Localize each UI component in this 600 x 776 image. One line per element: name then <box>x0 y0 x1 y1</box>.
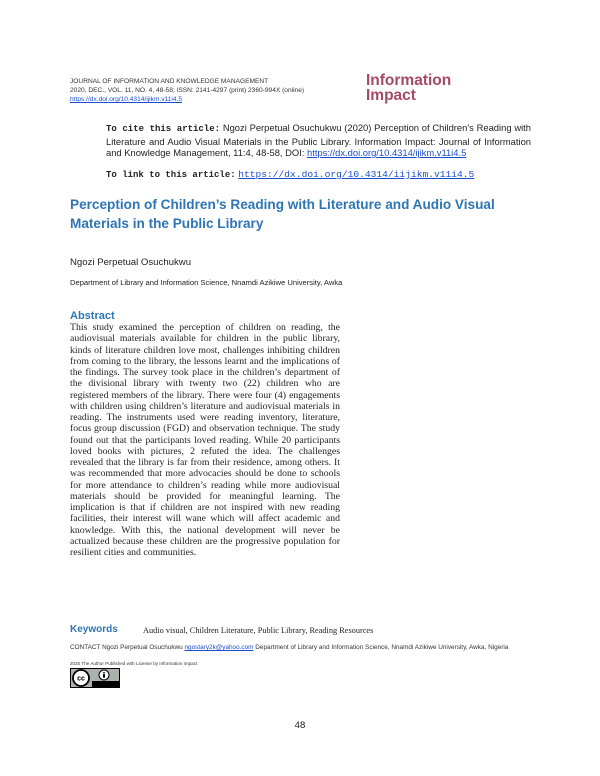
journal-doi-link[interactable]: https://dx.doi.org/10.4314/ijikm.v11i4.5 <box>70 96 183 103</box>
citation-block <box>106 122 531 181</box>
contact-address: Department of Library and Information Science, Nnamdi Azikiwe University, Awka, Nigeria <box>255 644 509 651</box>
license-text: 2020 The Author Published with License by Information Impact <box>70 661 198 666</box>
cite-doi-link[interactable]: https://dx.doi.org/10.4314/ijikm.v11i4.5 <box>307 147 467 159</box>
article-link[interactable]: https://dx.doi.org/10.4314/iijikm.v11i4.5 <box>238 168 475 180</box>
link-label: To link to this article: <box>106 169 236 180</box>
contact-info <box>70 644 530 652</box>
keywords-list: Audio visual, Children Literature, Public Library, Reading Resources <box>143 626 374 635</box>
contact-prefix: CONTACT Ngozi Perpetual Osuchukwu <box>70 644 183 651</box>
cite-body: Ngozi Perpetual Osuchukwu (2020) Perception of Children's Reading with Literature and Audio Visual Materials in the Public Library. Information Impact: Journal of Information and Knowledge Management, 11:4, 48-58, DOI: <box>106 122 531 159</box>
contact-email-link[interactable]: ngostary2k@yahoo.com <box>184 644 254 651</box>
citation-text <box>106 122 531 159</box>
page-number: 48 <box>294 720 306 731</box>
author-name: Ngozi Perpetual Osuchukwu <box>70 257 192 268</box>
logo-line-1: Information <box>366 72 452 89</box>
paper-title: Perception of Children’s Reading with Literature and Audio Visual Materials in the Public Library <box>70 197 495 231</box>
journal-header <box>70 77 370 104</box>
logo-line-2: Impact <box>366 87 416 104</box>
journal-name: JOURNAL OF INFORMATION AND KNOWLEDGE MANAGEMENT <box>70 78 269 85</box>
article-link-line <box>106 168 531 182</box>
abstract-heading: Abstract <box>70 310 115 322</box>
svg-text:cc: cc <box>77 675 85 683</box>
keywords-heading: Keywords <box>70 624 118 635</box>
author-affiliation: Department of Library and Information Science, Nnamdi Azikiwe University, Awka <box>70 278 343 287</box>
cc-by-license-icon[interactable] <box>70 668 120 688</box>
cite-label: To cite this article: <box>106 124 220 134</box>
journal-issue: 2020, DEC., VOL. 11, NO. 4, 48-58; ISSN: 2141-4297 (print) 2360-994X (online) <box>70 87 305 94</box>
abstract-text: This study examined the perception of children on reading, the audiovisual materials available for children in the public library, kinds of literature children love most, challenges inhibiting children from coming to the library, the lessons learnt and the implications of the findings. The survey took place in the children’s department of the divisional library with twenty two (22) children who are registered members of the library. There were four (4) engagements with children using children’s literature and audiovisual materials in reading. The instruments used were reading inventory, literature, focus group discussion (FGD) and observation technique. The study found out that the participants loved reading. While 20 participants loved books with pictures, 2 refuted the idea. The challenges revealed that the library is far from their residence, among others. It was recommended that more advocacies should be done to schools for more attendance to children’s reading while more audiovisual materials should be provided for meaningful learning. The implication is that if children are not inspired with new reading facilities, their interest will wane which will affect academic and knowledge. With this, the national development will never be actualized because these children are the progressive population for resilient cities and communities. <box>70 322 340 558</box>
information-impact-logo <box>366 73 451 103</box>
